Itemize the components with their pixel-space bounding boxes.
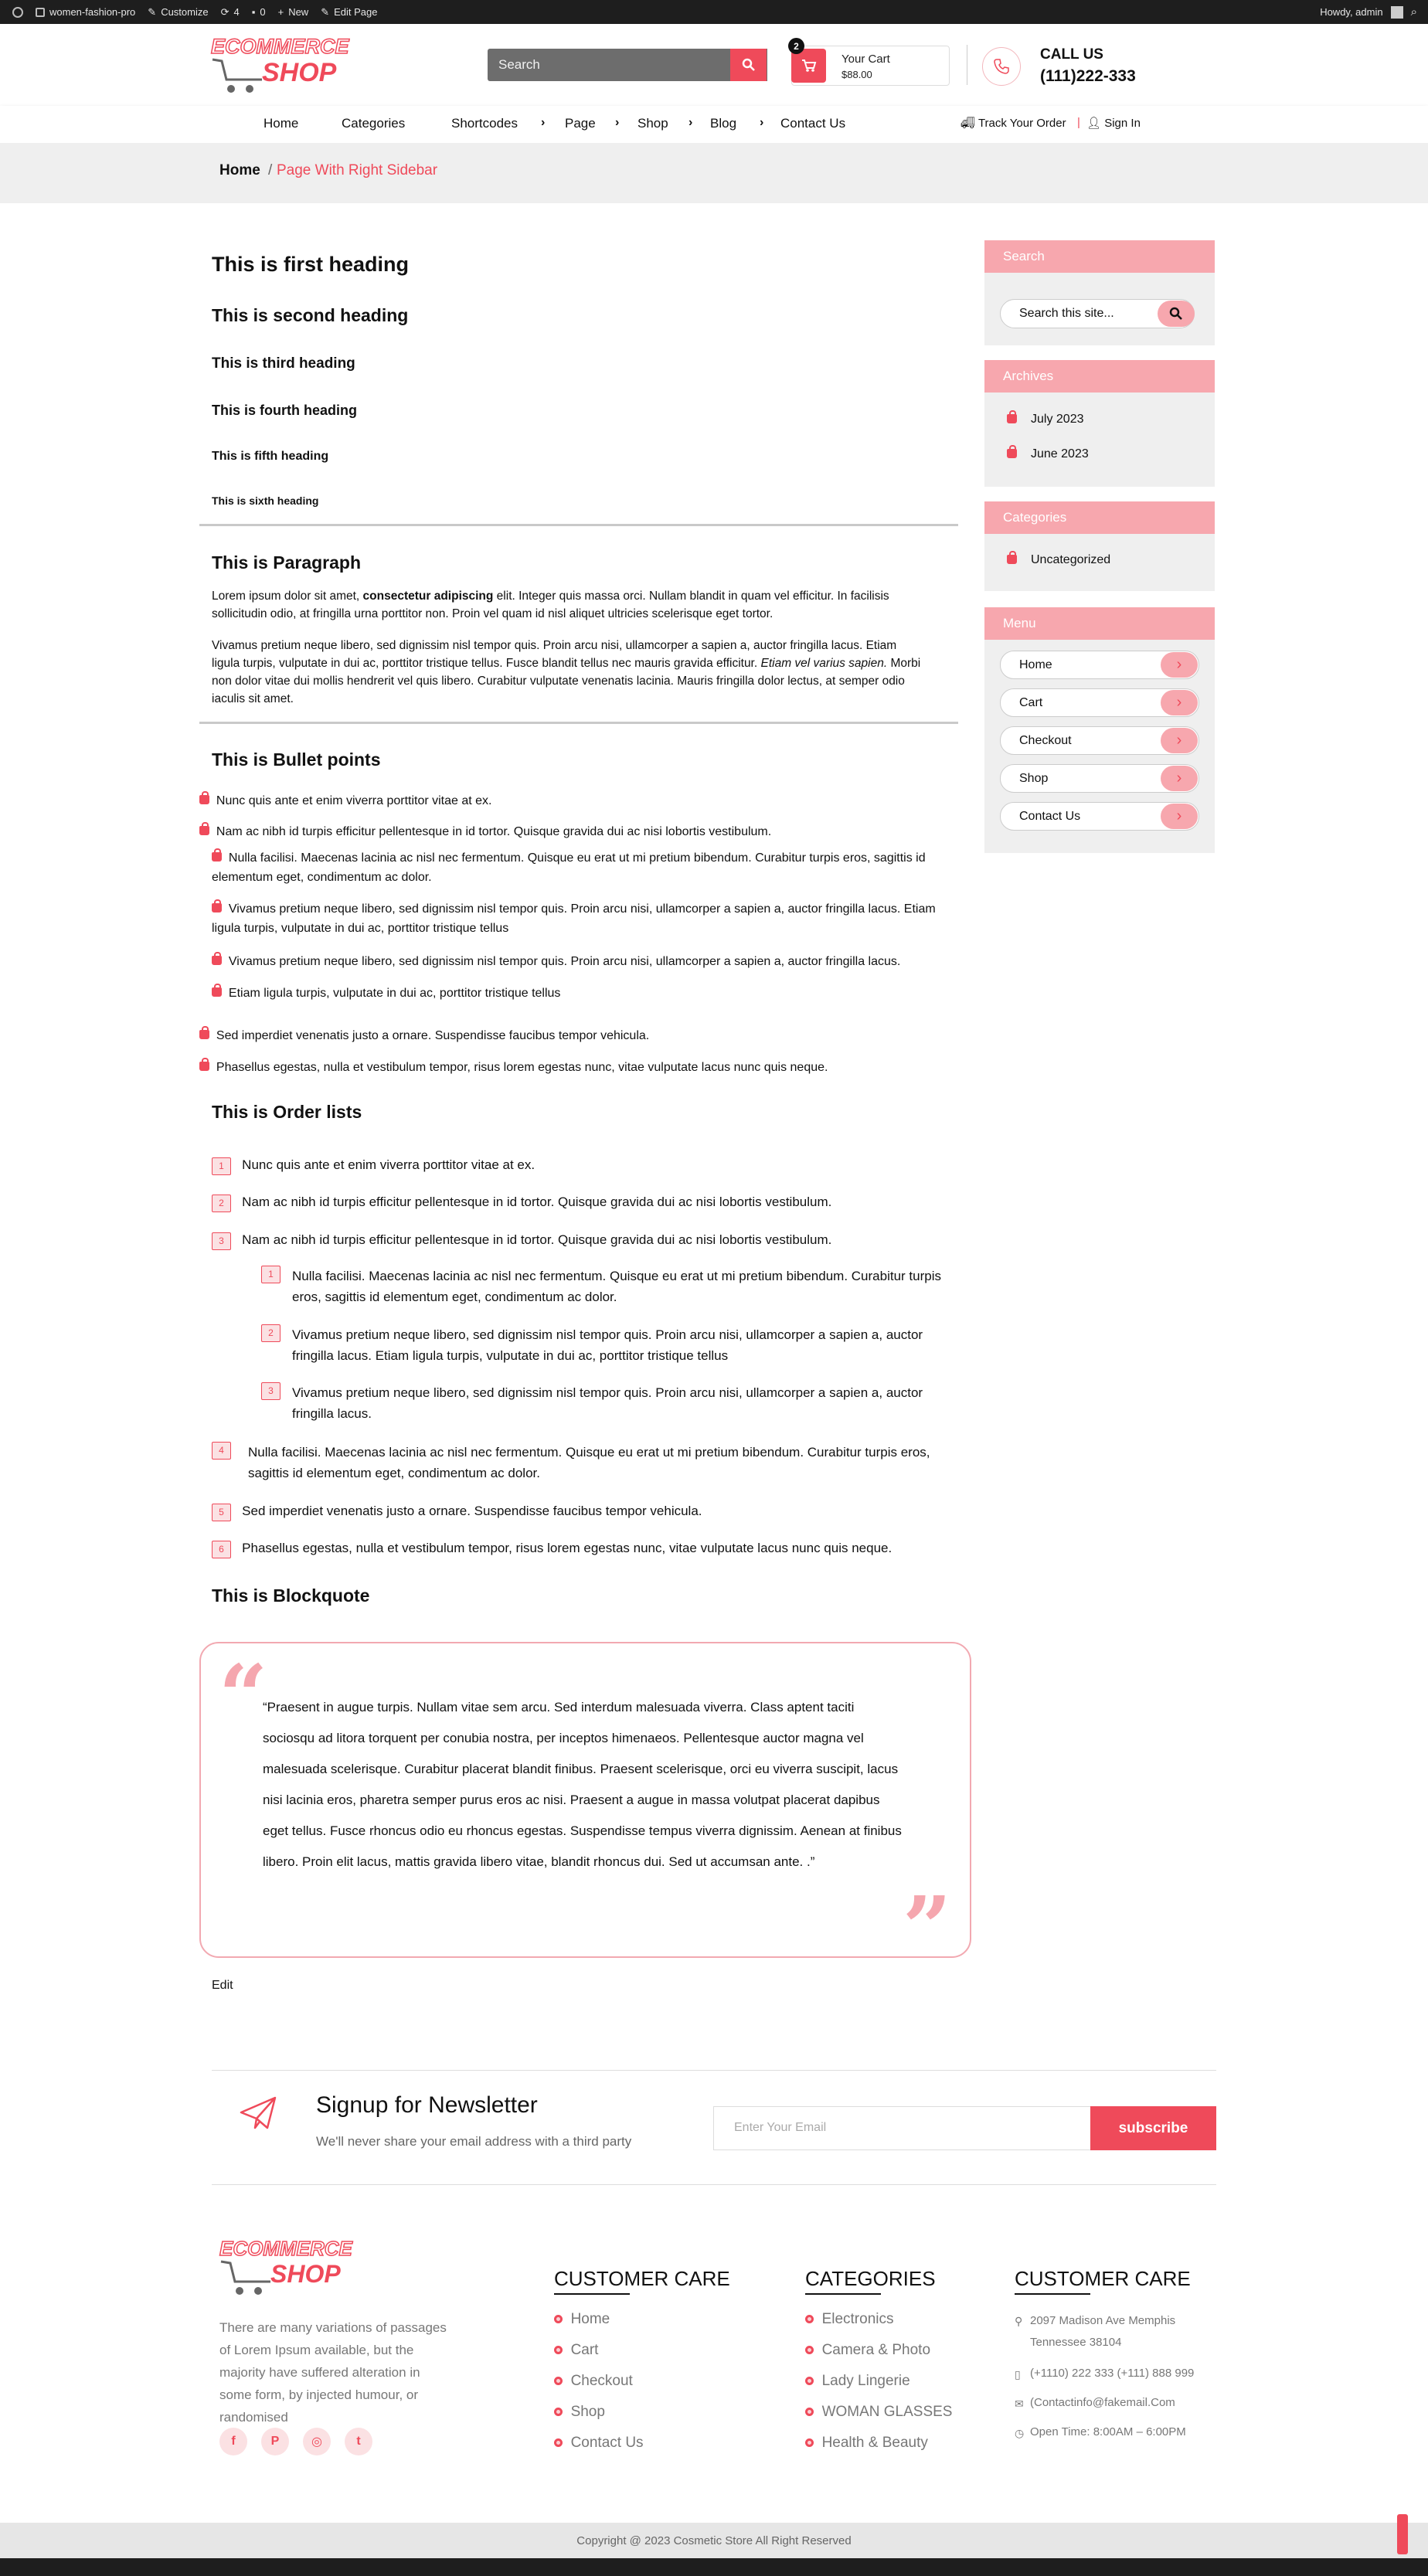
chevron-right-icon: ›: [1161, 652, 1198, 678]
sidebar-menu-item[interactable]: Shop: [1000, 764, 1199, 793]
chevron-right-icon: ›: [1161, 804, 1198, 829]
cart-label: Your Cart: [842, 53, 890, 66]
nav-contact[interactable]: Contact Us: [780, 116, 846, 131]
dot-icon: [554, 2346, 563, 2354]
bullets-title: This is Bullet points: [212, 749, 381, 770]
dot-icon: [554, 2377, 563, 2385]
list-item: Phasellus egestas, nulla et vestibulum tempor, risus lorem egestas nunc, vitae vulputate lacus nunc quis neque.: [199, 1058, 828, 1077]
cart-total: $88.00: [842, 69, 872, 80]
archive-link[interactable]: June 2023: [1031, 447, 1089, 460]
sidebar-archives-title: Archives: [984, 360, 1215, 393]
list-item: 1 Nunc quis ante et enim viverra porttitor vitae at ex.: [212, 1154, 954, 1175]
copyright: Copyright @ 2023 Cosmetic Store All Right Reserved: [0, 2523, 1428, 2558]
breadcrumb: [0, 143, 1428, 203]
dot-icon: [554, 2438, 563, 2447]
nav-shop[interactable]: Shop: [638, 116, 668, 131]
facebook-icon[interactable]: f: [219, 2428, 247, 2455]
nav-categories[interactable]: Categories: [342, 116, 406, 131]
dot-icon: [805, 2346, 814, 2354]
cart-icon: [801, 59, 817, 73]
bag-icon: [212, 987, 222, 997]
admin-new[interactable]: + New: [277, 6, 309, 18]
admin-comments[interactable]: ▪ 0: [251, 6, 266, 18]
footer-link[interactable]: Camera & Photo: [805, 2342, 930, 2359]
breadcrumb-home[interactable]: Home: [219, 162, 260, 178]
edit-pencil-icon[interactable]: [1397, 2514, 1408, 2554]
avatar[interactable]: [1391, 6, 1403, 19]
truck-icon: 🚚︎: [960, 117, 976, 130]
bag-icon: [199, 826, 209, 835]
footer-categories-title: CATEGORIES: [805, 2267, 936, 2290]
sidebar-search-button[interactable]: [1158, 301, 1195, 327]
user-icon: 👤︎: [1086, 117, 1102, 130]
search-icon: [742, 58, 756, 72]
search-icon: [1169, 307, 1183, 321]
cart-logo-icon: [211, 56, 265, 95]
clock-icon: ◷: [1015, 2427, 1025, 2439]
dot-icon: [805, 2408, 814, 2416]
blockquote-text: “Praesent in augue turpis. Nullam vitae sem arcu. Sed interdum malesuada viverra. Class aptent taciti sociosqu ad litora torquent per conubia nostra, per inceptos himenaeos. Pellentesque auctor magna vel malesuada scelerisque. Curabitur placerat blandit finibus. Praesent scelerisque, orci eu viverra suscipit, lacus nisi lacinia eros, pharetra semper purus eros ac nisi. Praesent a augue in massa volutpat placerat dapibus eget tellus. Fusce rhoncus odio eu rhoncus egestas. Suspendisse tempus viverra dignissim. Aenean at finibus libero. Proin elit lacus, mattis gravida libero vitae, blandit rhoncus dui. Sed ut accumsan ante. .”: [263, 1700, 902, 1869]
instagram-icon[interactable]: ◎: [303, 2428, 331, 2455]
call-label: CALL US: [1040, 46, 1103, 63]
title-underline: [1015, 2293, 1090, 2295]
chevron-right-icon: ›: [615, 116, 620, 129]
mobile-icon: ▯: [1015, 2368, 1021, 2381]
heading-4: This is fourth heading: [212, 403, 357, 418]
admin-howdy[interactable]: Howdy, admin: [1320, 6, 1383, 18]
divider: [212, 2070, 1216, 2071]
admin-customize[interactable]: ✎ Customize: [148, 5, 209, 18]
cart-logo-icon: [219, 2258, 274, 2297]
bag-icon: [212, 852, 222, 861]
footer-care-title: CUSTOMER CARE: [554, 2267, 730, 2290]
quote-open-icon: “: [219, 1646, 268, 1745]
list-item: 3 Vivamus pretium neque libero, sed dignissim nisl tempor quis. Proin arcu nisi, ullamcorper a sapien a, auctor fringilla lacus.: [261, 1382, 949, 1424]
heading-5: This is fifth heading: [212, 450, 329, 463]
dot-icon: [805, 2377, 814, 2385]
dot-icon: [554, 2408, 563, 2416]
archive-link[interactable]: July 2023: [1031, 413, 1084, 426]
subscribe-button[interactable]: subscribe: [1090, 2106, 1216, 2150]
admin-updates[interactable]: ⟳ 4: [220, 5, 240, 18]
sidebar-menu-item[interactable]: Checkout: [1000, 726, 1199, 755]
footer-address: 2097 Madison Ave Memphis Tennessee 38104: [1030, 2314, 1176, 2349]
list-item: 3 Nam ac nibh id turpis efficitur pellentesque in id tortor. Quisque gravida dui ac nisi lobortis vestibulum.: [212, 1229, 954, 1250]
footer-link[interactable]: Home: [554, 2311, 610, 2328]
bag-icon: [1007, 414, 1017, 423]
list-item: 1 Nulla facilisi. Maecenas lacinia ac nisl nec fermentum. Quisque eu erat ut mi pretium bibendum. Curabitur turpis eros, sagittis id elementum eget, condimentum ac dolor.: [261, 1266, 949, 1307]
chevron-right-icon: ›: [541, 116, 546, 129]
quote-close-icon: ”: [903, 1878, 952, 1977]
chevron-right-icon: ›: [1161, 766, 1198, 791]
sidebar-categories-title: Categories: [984, 501, 1215, 534]
nav-page[interactable]: Page: [565, 116, 596, 131]
admin-search-icon[interactable]: ⌕: [1410, 5, 1417, 19]
footer-logo[interactable]: ECOMMERCE SHOP: [219, 2237, 352, 2261]
twitter-icon[interactable]: t: [345, 2428, 372, 2455]
map-pin-icon: ⚲: [1015, 2315, 1023, 2327]
sidebar-menu-title: Menu: [984, 607, 1215, 640]
bag-icon: [1007, 555, 1017, 564]
list-item: Nulla facilisi. Maecenas lacinia ac nisl nec fermentum. Quisque eu erat ut mi pretium bibendum. Curabitur turpis eros, sagittis id elementum eget, condimentum ac dolor.: [212, 851, 926, 884]
brush-icon: ✎: [148, 5, 157, 18]
footer-link[interactable]: Health & Beauty: [805, 2435, 928, 2452]
call-number[interactable]: (111)222-333: [1040, 67, 1136, 85]
chevron-right-icon: ›: [760, 116, 764, 129]
phone-icon: [982, 47, 1021, 86]
blockquote-title: This is Blockquote: [212, 1585, 370, 1606]
divider: [212, 2184, 1216, 2185]
bag-icon: [212, 956, 222, 965]
admin-edit-page[interactable]: ✎ Edit Page: [321, 5, 378, 18]
home-icon: [36, 8, 45, 17]
bag-icon: [199, 1030, 209, 1039]
title-underline: [554, 2293, 630, 2295]
footer-link[interactable]: Checkout: [554, 2373, 633, 2390]
header-search-button[interactable]: [730, 49, 767, 81]
newsletter-email-input[interactable]: Enter Your Email: [713, 2106, 1091, 2150]
paragraph-1: Lorem ipsum dolor sit amet, consectetur adipiscing elit. Integer quis massa orci. Nullam blandit in quam vel efficitur. In facilisis sollicitudin odio, at fringilla urna porttitor non. Proin vel quam id nisl aliquet ultricies scelerisque eget tortor.: [212, 590, 889, 620]
header-search-input[interactable]: Search: [488, 49, 767, 81]
list-item: 2 Nam ac nibh id turpis efficitur pellentesque in id tortor. Quisque gravida dui ac nisi lobortis vestibulum.: [212, 1191, 954, 1212]
breadcrumb-separator: /: [268, 162, 273, 178]
heading-3: This is third heading: [212, 355, 355, 372]
divider: [199, 722, 958, 724]
nav-signin[interactable]: 👤︎ Sign In: [1086, 117, 1141, 130]
footer-link[interactable]: WOMAN GLASSES: [805, 2404, 952, 2421]
divider: [199, 524, 958, 526]
footer-email[interactable]: (Contactinfo@fakemail.Com: [1030, 2396, 1175, 2409]
list-item: Etiam ligula turpis, vulputate in dui ac, porttitor tristique tellus: [212, 984, 961, 1003]
dot-icon: [805, 2315, 814, 2323]
dot-icon: [554, 2315, 563, 2323]
footer-link[interactable]: Contact Us: [554, 2435, 644, 2452]
plus-icon: +: [277, 6, 284, 18]
footer-link[interactable]: Cart: [554, 2342, 598, 2359]
footer-link[interactable]: Electronics: [805, 2311, 893, 2328]
footer-phone: (+1110) 222 333 (+111) 888 999: [1030, 2367, 1195, 2380]
bag-icon: [212, 903, 222, 912]
list-item: 5 Sed imperdiet venenatis justo a ornare. Suspendisse faucibus tempor vehicula.: [212, 1500, 954, 1521]
chevron-right-icon: ›: [1161, 690, 1198, 715]
footer-contact-title: CUSTOMER CARE: [1015, 2267, 1191, 2290]
chevron-right-icon: ›: [688, 116, 693, 129]
mail-icon: ✉: [1015, 2398, 1024, 2410]
dot-icon: [805, 2438, 814, 2447]
edit-link[interactable]: Edit: [212, 1979, 233, 1992]
heading-1: This is first heading: [212, 253, 410, 276]
sidebar-search-title: Search: [984, 240, 1215, 273]
list-item: Vivamus pretium neque libero, sed dignissim nisl tempor quis. Proin arcu nisi, ullamcorper a sapien a, auctor fringilla lacus.: [212, 952, 961, 971]
footer-about: There are many variations of passages of Lorem Ipsum available, but the majority have suffered alteration in some form, by injected humour, or randomised: [219, 2320, 447, 2425]
bottom-bar: [0, 2558, 1428, 2576]
chevron-right-icon: ›: [1161, 728, 1198, 753]
admin-site-name[interactable]: women-fashion-pro: [36, 6, 135, 18]
paper-plane-icon: [240, 2095, 278, 2135]
paragraph-2: Vivamus pretium neque libero, sed dignissim nisl tempor quis. Proin arcu nisi, ullamcorper a sapien a, auctor fringilla lacus. Etiam ligula turpis, vulputate in dui ac, porttitor tristique tellus. Fusce blandit tellus nec mauris gravida efficitur. Etiam vel varius sapien. Morbi non dolor vitae dui mollis hendrerit vel quis libero. Curabitur vulputate venenatis lacinia. Mauris fringilla dolor lectus, at semper odio iaculis sit amet.: [212, 639, 921, 705]
newsletter-subtitle: We'll never share your email address with a third party: [316, 2134, 632, 2149]
footer-link[interactable]: Shop: [554, 2404, 605, 2421]
newsletter-title: Signup for Newsletter: [316, 2092, 538, 2118]
footer-link[interactable]: Lady Lingerie: [805, 2373, 910, 2390]
sidebar-menu-item[interactable]: Cart: [1000, 688, 1199, 717]
paragraph-title: This is Paragraph: [212, 552, 362, 573]
site-logo[interactable]: ECOMMERCE SHOP: [211, 35, 349, 59]
list-item: 2 Vivamus pretium neque libero, sed dignissim nisl tempor quis. Proin arcu nisi, ullamcorper a sapien a, auctor fringilla lacus. Etiam ligula turpis, vulputate in dui ac, porttitor tristique tellus: [261, 1324, 949, 1366]
footer-hours: Open Time: 8:00AM – 6:00PM: [1030, 2425, 1186, 2438]
bag-icon: [199, 1062, 209, 1071]
nav-blog[interactable]: Blog: [710, 116, 737, 131]
breadcrumb-current: Page With Right Sidebar: [277, 162, 438, 178]
nav-shortcodes[interactable]: Shortcodes: [451, 116, 518, 131]
list-item: 4 Nulla facilisi. Maecenas lacinia ac nisl nec fermentum. Quisque eu erat ut mi pretium bibendum. Curabitur turpis eros, sagittis id elementum eget, condimentum ac dolor.: [212, 1442, 954, 1483]
cart-count-badge: 2: [788, 38, 804, 54]
pencil-icon: ✎: [321, 5, 330, 18]
admin-bar: [0, 0, 1428, 24]
heading-2: This is second heading: [212, 305, 409, 325]
list-item: Sed imperdiet venenatis justo a ornare. Suspendisse faucibus tempor vehicula.: [199, 1026, 649, 1045]
nav-track-order[interactable]: 🚚︎ Track Your Order: [960, 117, 1066, 130]
bag-icon: [1007, 449, 1017, 458]
heading-6: This is sixth heading: [212, 494, 319, 507]
sidebar-menu-item[interactable]: Contact Us: [1000, 802, 1199, 831]
refresh-icon: ⟳: [220, 5, 230, 18]
title-underline: [805, 2293, 881, 2295]
list-item: Nunc quis ante et enim viverra porttitor vitae at ex.: [199, 791, 492, 811]
sidebar-search-input[interactable]: Search this site...: [1000, 299, 1195, 328]
nav-separator: |: [1077, 116, 1080, 129]
list-item: Nam ac nibh id turpis efficitur pellentesque in id tortor. Quisque gravida dui ac nisi lobortis vestibulum.: [199, 822, 771, 841]
list-item: 6 Phasellus egestas, nulla et vestibulum tempor, risus lorem egestas nunc, vitae vulputate lacus nunc quis neque.: [212, 1538, 954, 1558]
sidebar-menu-item[interactable]: Home: [1000, 651, 1199, 679]
order-title: This is Order lists: [212, 1102, 362, 1122]
list-item: Vivamus pretium neque libero, sed dignissim nisl tempor quis. Proin arcu nisi, ullamcorper a sapien a, auctor fringilla lacus. Etiam ligula turpis, vulputate in dui ac, porttitor tristique tellus: [212, 902, 936, 935]
category-link[interactable]: Uncategorized: [1031, 553, 1111, 566]
nav-home[interactable]: Home: [264, 116, 299, 131]
comment-icon: ▪: [251, 6, 256, 18]
bag-icon: [199, 795, 209, 804]
wordpress-logo-icon[interactable]: [12, 7, 23, 18]
pinterest-icon[interactable]: P: [261, 2428, 289, 2455]
